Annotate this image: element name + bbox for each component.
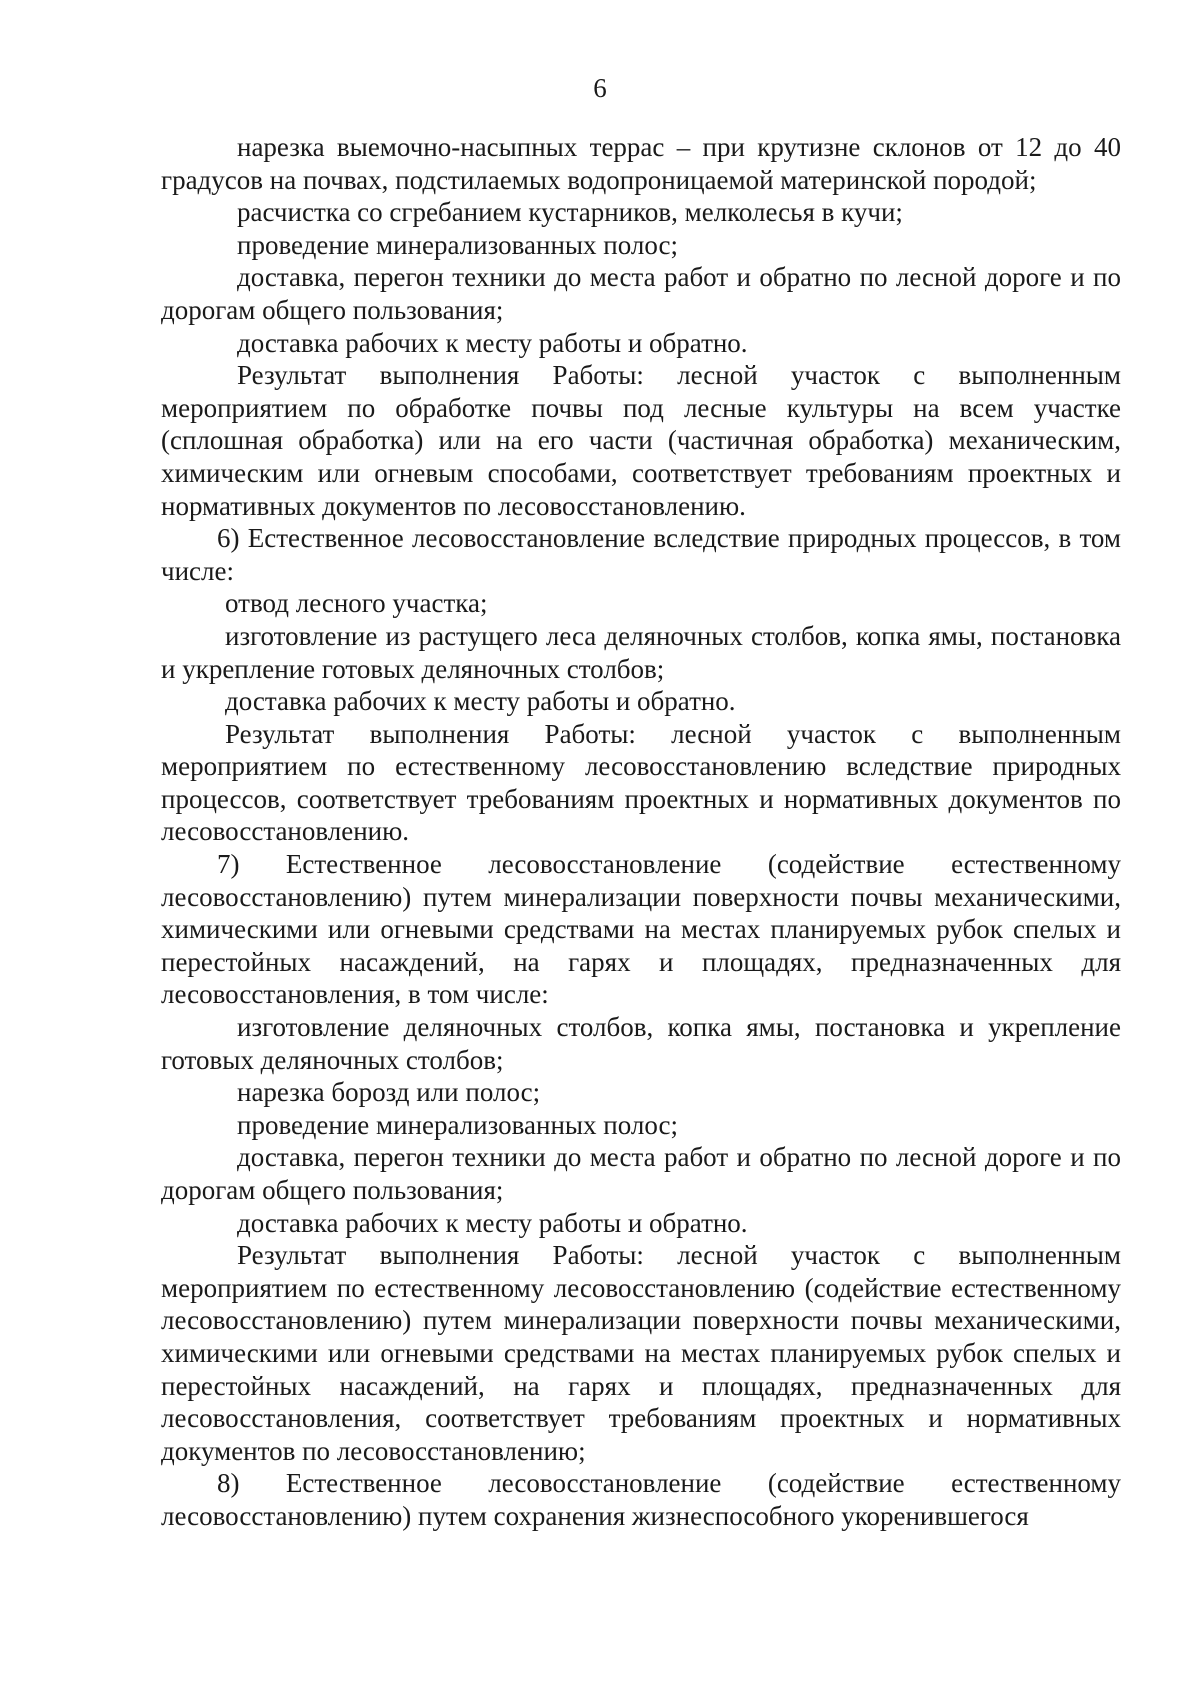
paragraph: доставка рабочих к месту работы и обратно.	[237, 327, 748, 358]
paragraph: отвод лесного участка;	[225, 588, 488, 619]
paragraph: Результат выполнения Работы: лесной участок с выполненным мероприятием по естественному лесовосстановлению (содействие естественному лесовосстановлению) путем минерализации поверхности почвы механическими, химическими или огневыми средствами на местах планируемых рубок спелых и перестойных насаждений, на гарях и площадях, предназначенных для лесовосстановления, соответствует требованиям проектных и нормативных документов по лесовосстановлению;	[161, 1240, 1121, 1466]
paragraph: доставка рабочих к месту работы и обратно.	[237, 1207, 748, 1238]
paragraph: Результат выполнения Работы: лесной участок с выполненным мероприятием по обработке почвы под лесные культуры на всем участке (сплошная обработка) или на его части (частичная обработка) механическим, химическим или огневым способами, соответствует требованиям проектных и нормативных документов по лесовосстановлению.	[161, 360, 1121, 521]
paragraph: изготовление из растущего леса деляночных столбов, копка ямы, постановка и укрепление готовых деляночных столбов;	[161, 620, 1121, 684]
page-number: 6	[593, 73, 607, 103]
paragraph: нарезка борозд или полос;	[237, 1077, 541, 1108]
paragraph: 7) Естественное лесовосстановление (содействие естественному лесовосстановлению) путем минерализации поверхности почвы механическими, химическими или огневыми средствами на местах планируемых рубок спелых и перестойных насаждений, на гарях и площадях, предназначенных для лесовосстановления, в том числе:	[161, 849, 1121, 1010]
paragraph: проведение минерализованных полос;	[237, 1109, 679, 1140]
paragraph: 6) Естественное лесовосстановление вследствие природных процессов, в том числе:	[161, 523, 1121, 586]
paragraph: 8) Естественное лесовосстановление (содействие естественному лесовосстановлению) путем сохранения жизнеспособного укоренившегося	[161, 1468, 1121, 1531]
paragraph: изготовление деляночных столбов, копка ямы, постановка и укрепление готовых деляночных столбов;	[161, 1012, 1121, 1075]
paragraph: проведение минерализованных полос;	[237, 229, 679, 260]
paragraph: Результат выполнения Работы: лесной участок с выполненным мероприятием по естественному лесовосстановлению вследствие природных процессов, соответствует требованиям проектных и нормативных документов по лесовосстановлению.	[161, 718, 1121, 847]
paragraph: доставка рабочих к месту работы и обратно.	[225, 686, 736, 717]
paragraph: доставка, перегон техники до места работ и обратно по лесной дороге и по дорогам общего пользования;	[161, 1142, 1121, 1205]
document-body	[161, 131, 1121, 1533]
paragraph: нарезка выемочно-насыпных террас – при крутизне склонов от 12 до 40 градусов на почвах, подстилаемых водопроницаемой материнской породой;	[161, 132, 1121, 195]
paragraph: доставка, перегон техники до места работ и обратно по лесной дороге и по дорогам общего пользования;	[161, 262, 1121, 325]
paragraph: расчистка со сгребанием кустарников, мелколесья в кучи;	[237, 197, 903, 228]
